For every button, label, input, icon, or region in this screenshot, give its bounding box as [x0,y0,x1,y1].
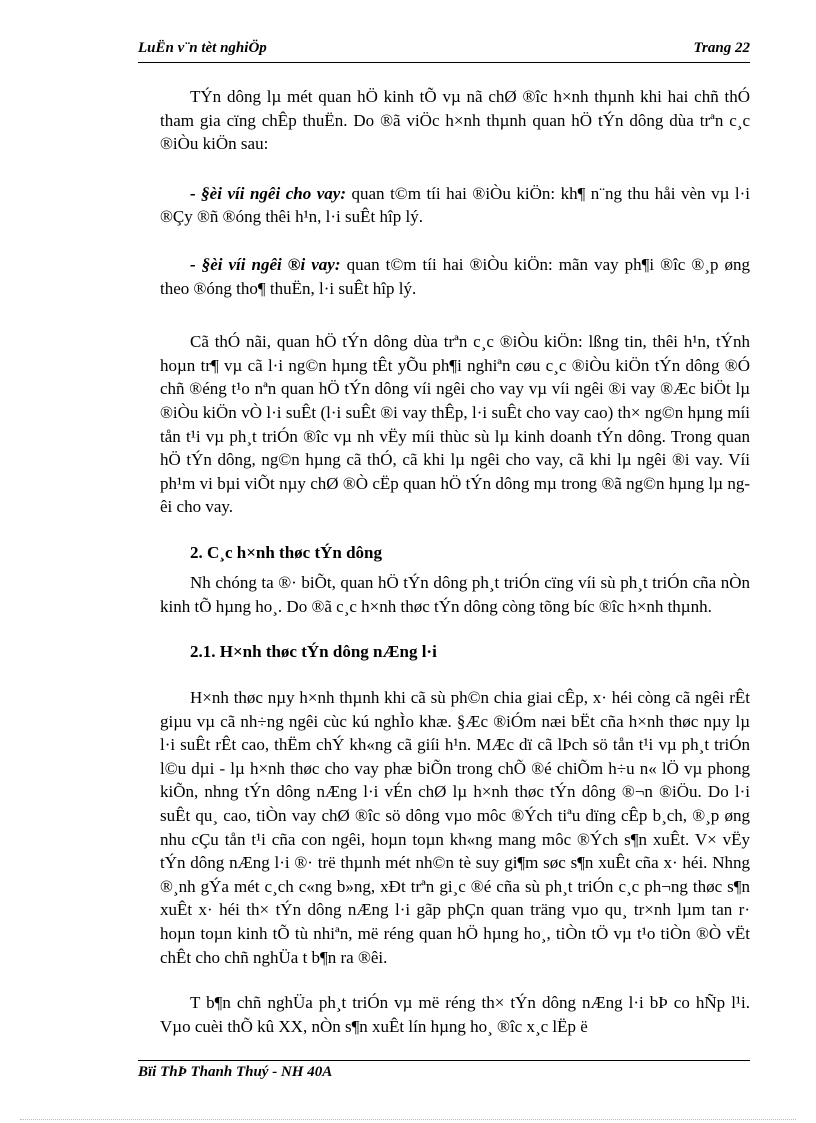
paragraph-lender [160,182,750,229]
lender-heading: - §èi víi ngêi cho vay: [190,183,346,203]
paragraph-intro: TÝn dông lµ mét quan hÖ kinh tÕ vµ nã chØ ®îc h×nh thµnh khi hai chñ thÓ tham gia cïng chÊp thuËn. Do ®ã viÖc h×nh thµnh quan hÖ tÝn dông dùa trªn c¸c ®iÒu kiÖn sau: [160,87,750,154]
paragraph-usury: H×nh thøc nµy h×nh thµnh khi cã sù ph©n chia giai cÊp, x· héi còng cã ngêi rÊt giµu vµ cã nh÷ng ngêi cùc kú nghÌo khæ. §Æc ®iÓm næi bËt cña h×nh thøc nµy lµ l·i suÊt rÊt cao, thËm chÝ kh«ng cã giíi h¹n. MÆc dï cã lÞch sö tån t¹i vµ ph¸t triÓn l©u dµi - lµ h×nh thøc cho vay phæ biÕn trong chÕ ®é chiÕm h÷u n« lÖ vµ phong kiÕn, nhng tÝn dông nÆng l·i vÉn chØ lµ h×nh thøc tÝn dông ®¬n ®iÖu. Do l·i suÊt qu¸ cao, tiÒn vay chØ ®îc sö dông vµo môc ®Ých tiªu dïng cÊp b¸ch, ®¸p øng nhu cÇu tån t¹i cña con ngêi, hoµn toµn kh«ng mang môc ®Ých s¶n xuÊt. V× vËy tÝn dông nÆng l·i ®· trë thµnh mét nh©n tè suy gi¶m søc s¶n xuÊt cña x· héi. Nhng ®¸nh gÝa mét c¸ch c«ng b»ng, xÐt trªn gi¸c ®é cña sù ph¸t triÓn c¸c ph¬ng thøc s¶n xuÊt x· héi th× tÝn dông nÆng l·i gãp phÇn quan träng vµo qu¸ tr×nh lµm tan r· hoµn toµn kinh tÕ tù nhiªn, më réng quan hÖ hµng ho¸, tiÒn tÖ vµ t¹o tiÒn ®Ò vËt chÊt cho chñ nghÜa t b¶n ra ®êi. [160,688,750,967]
subsection-heading-usury: 2.1. H×nh thøc tÝn dông nÆng l·i [190,642,437,662]
section-heading-credit-forms: 2. C¸c h×nh thøc tÝn dông [190,542,382,562]
paragraph-capitalism: T b¶n chñ nghÜa ph¸t triÓn vµ më réng th× tÝn dông nÆng l·i bÞ co hÑp l¹i. Vµo cuèi thÕ kû XX, nÒn s¶n xuÊt lín hµng ho¸ ®îc x¸c lËp ë [160,993,750,1036]
paragraph-conditions: Cã thÓ nãi, quan hÖ tÝn dông dùa trªn c¸c ®iÒu kiÖn: lßng tin, thêi h¹n, tÝnh hoµn tr¶ vµ cã l·i ng©n hµng tÊt yÕu ph¶i nghiªn cøu c¸c ®iÒu kiÖn tÝn dông ®Ó chñ ®éng t¹o nªn quan hÖ tÝn dông víi ngêi cho vay vµ víi ngêi ®i vay ®Æc biÖt lµ ®iÒu kiÖn vÒ l·i suÊt (l·i suÊt ®i vay thÊp, l·i suÊt cho vay cao) th× ng©n hµng míi tån t¹i vµ ph¸t triÓn ®îc vµ nh vËy míi thùc sù lµ kinh doanh tÝn dông. Trong quan hÖ tÝn dông, ng©n hµng cã thÓ, cã khi lµ ngêi cho vay, cã khi lµ ngêi ®i vay. Víi ph¹m vi bµi viÕt nµy chØ ®Ò cËp quan hÖ tÝn dông mµ trong ®ã ng©n hµng lµ ngêi cho vay. [160,332,750,517]
page-header [138,40,750,62]
borrower-text: quan t©m tíi hai ®iÒu kiÖn: mãn vay ph¶i ®îc ®¸p øng theo ®óng tho¶ thuËn, l·i suÊt hîp lý. [160,254,750,298]
paragraph-credit-forms: Nh chóng ta ®· biÕt, quan hÖ tÝn dông ph¸t triÓn cïng víi sù ph¸t triÓn cña nÒn kinh tÕ hµng ho¸. Do ®ã c¸c h×nh thøc tÝn dông còng tõng bíc ®îc h×nh thµnh. [160,572,750,616]
footer-author: Bïi ThÞ Thanh Thuý - NH 40A [138,1064,333,1080]
lender-text: quan t©m tíi hai ®iÒu kiÖn: kh¶ n¨ng thu håi vèn vµ l·i ®Çy ®ñ ®óng thêi h¹n, l·i suÊt hîp lý. [160,183,750,227]
paragraph-borrower [160,253,750,300]
page-bottom-edge [20,1119,796,1120]
header-divider [138,62,750,63]
document-body [160,85,750,1038]
header-title: LuËn v¨n tèt nghiÖp [138,40,267,56]
footer-divider [138,1060,750,1061]
page-number: Trang 22 [693,40,750,56]
borrower-heading: - §èi víi ngêi ®i vay: [190,254,341,274]
